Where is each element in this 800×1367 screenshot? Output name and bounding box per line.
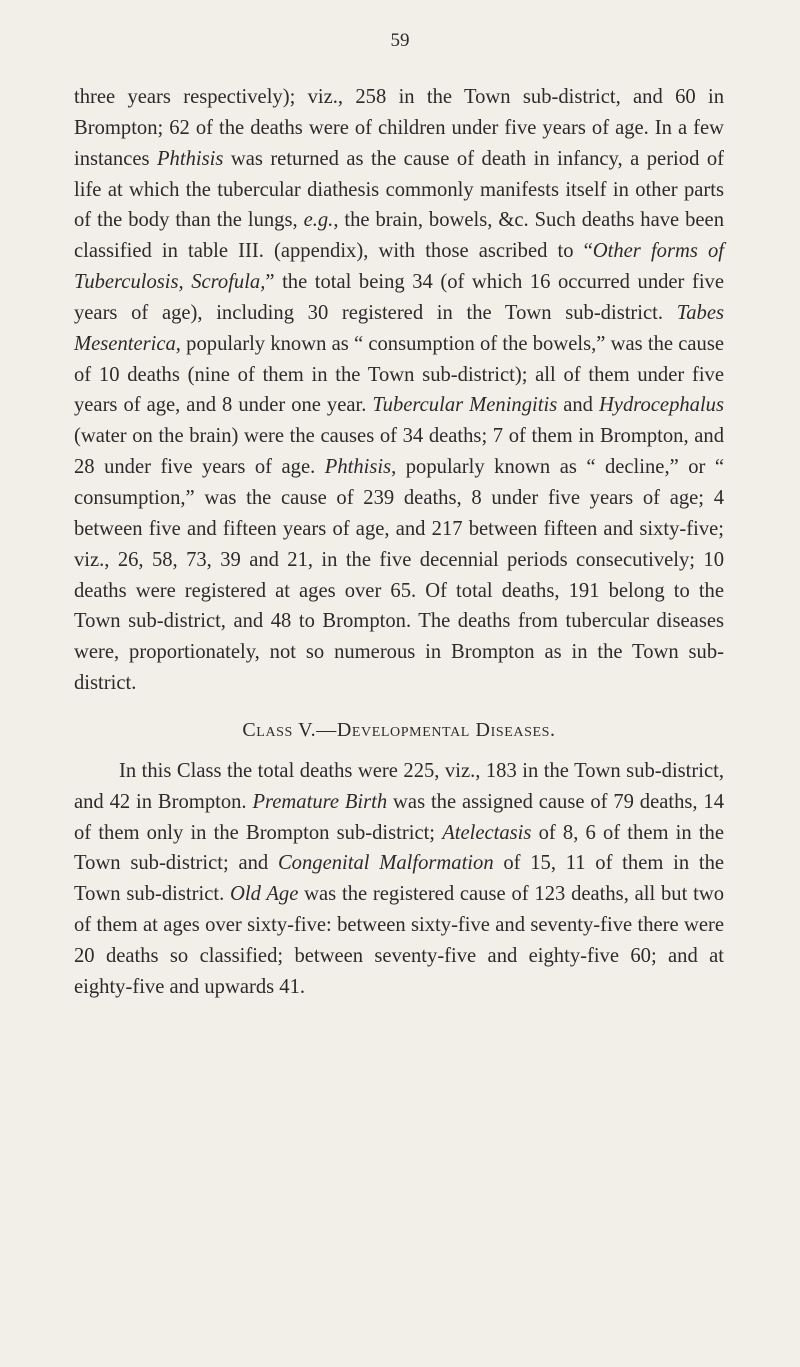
text-run: , popularly known as “ decline,” or “ consumption,” was the cause of 239 deaths, 8 under five years of age; 4 between five and fifteen years of age, and 217 between fifteen and sixty-five; viz., 26, 58, 73, 39 and 21, in the five decennial periods consecutively; 10 deaths were registered at ages over 65. Of total deaths, 191 belong to the Town sub-district, and 48 to Brompton. The deaths from tubercular diseases were, proportionately, not so numerous in Brompton as in the Town sub-district. [74,456,724,695]
italic-term: Hydrocephalus [598,394,724,417]
text-run: (water on the brain) were the causes of 34 deaths; 7 of them in Brompton, and 28 under five years of age. [74,425,724,479]
text-run: three years respectively); viz., 258 in the Town sub-district, and 60 in Brompton; 62 of the deaths were of children under five years of age. In a few instances [74,86,724,170]
paragraph-developmental [74,756,724,1003]
italic-term: Congenital Malformation [277,852,494,875]
text-run: was the assigned cause of 79 deaths, 14 of them only in the Brompton sub-district; [74,790,724,844]
text-run: and [557,394,599,417]
italic-term: Tubercular Meningitis [372,394,558,417]
text-run: was returned as the cause of death in infancy, a period of life at which the tubercular diathesis commonly manifests itself in other parts of the body than the lungs, [74,147,724,232]
text-run: , the brain, bowels, &c. Such deaths have been classified in table III. (appendix), with those ascribed to “ [74,209,724,263]
page-number: 59 [390,30,410,51]
text-run: of 8, 6 of them in the Town sub-district; and [74,821,724,875]
italic-term: Premature Birth [252,790,388,813]
body-text [74,82,724,1003]
section-heading: Class V.—Developmental Diseases. [242,718,556,741]
text-run: of 15, 11 of them in the Town sub-district. [74,852,725,906]
italic-term: Phthisis [156,147,224,170]
text-run: , popularly known as “ consumption of the bowels,” was the cause of 10 deaths (nine of them in the Town sub-district); all of them under five years of age, and 8 under one year. [74,332,724,417]
italic-term: Old Age [230,883,299,906]
paragraph-tubercular [74,82,724,699]
italic-term: Phthisis [324,456,392,479]
text-run: was the registered cause of 123 deaths, all but two of them at ages over sixty-five: between sixty-five and seventy-five there were 20 deaths so classified; between seventy-five and eighty-five 60; and at eighty-five and upwards 41. [74,883,725,998]
italic-term: Tabes Mesenterica [74,301,724,355]
italic-term: Other forms of Tuberculosis, Scrofula, [74,240,724,294]
italic-term: Atelectasis [442,821,532,844]
text-run: In this Class the total deaths were 225, viz., 183 in the Town sub-district, and 42 in Brompton. [74,759,724,813]
text-run: ” the total being 34 (of which 16 occurred under five years of age), including 30 registered in the Town sub-district. [74,271,724,324]
italic-term: e.g. [303,209,334,232]
